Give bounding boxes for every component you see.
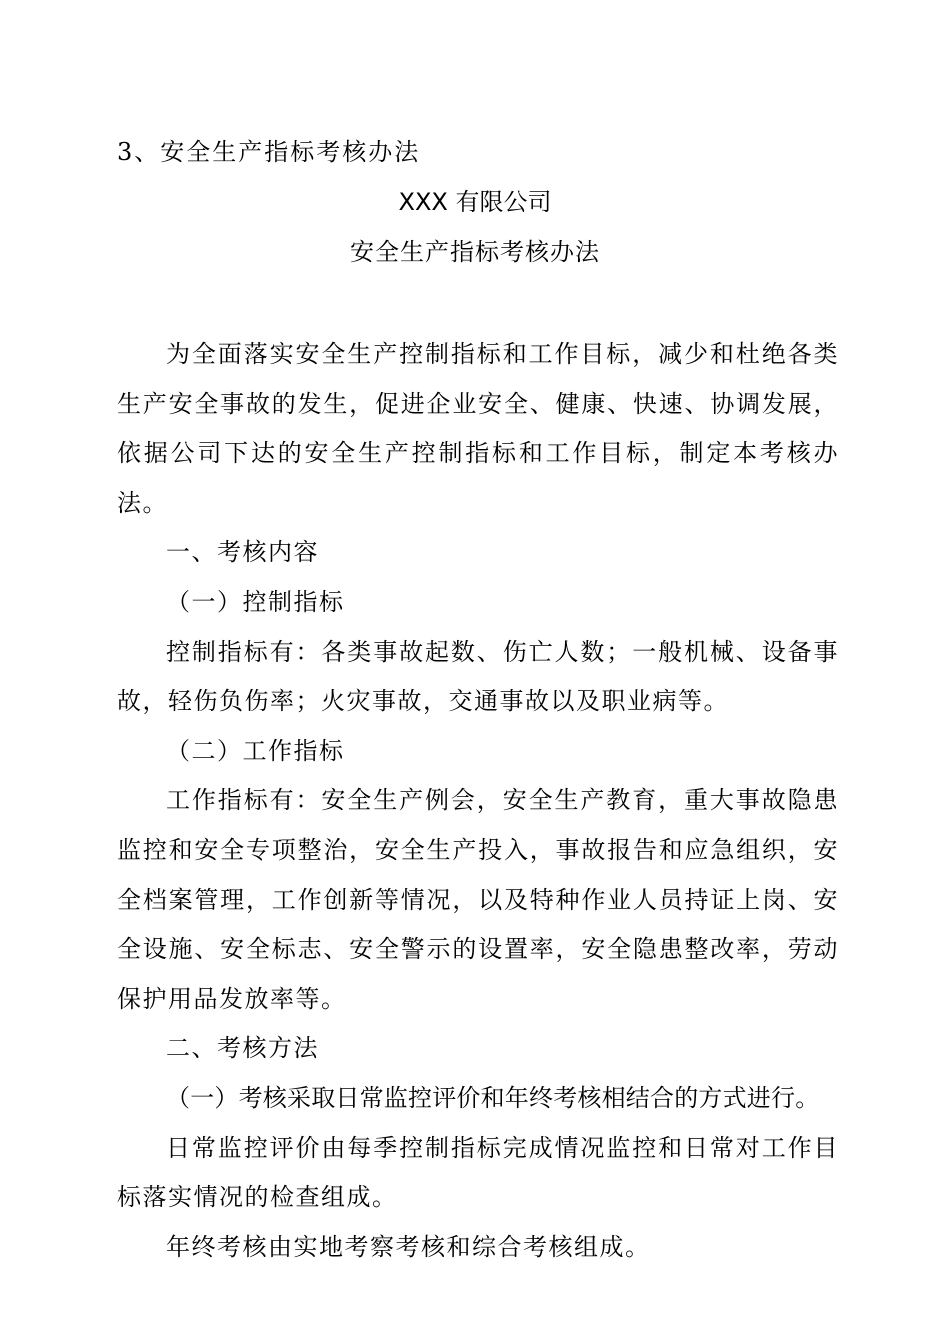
document-body: [117, 330, 839, 1272]
document-title: 安全生产指标考核办法: [350, 238, 600, 266]
company-name: XXX 有限公司: [398, 188, 552, 216]
heading-assessment-content: 一、考核内容: [166, 538, 319, 567]
method-paragraph-2: 日常监控评价由每季控制指标完成情况监控和日常对工作目标落实情况的检查组成。: [117, 1133, 839, 1212]
subheading-control-indicators: （一）控制指标: [166, 587, 345, 616]
heading-assessment-method: 二、考核方法: [166, 1034, 319, 1063]
subheading-work-indicators: （二）工作指标: [166, 736, 345, 765]
method-paragraph-3: 年终考核由实地考察考核和综合考核组成。: [166, 1232, 651, 1261]
work-indicators-paragraph: 工作指标有：安全生产例会，安全生产教育，重大事故隐患监控和安全专项整治，安全生产投入，事故报告和应急组织，安全档案管理，工作创新等情况，以及特种作业人员持证上岗、安全设施、安全标志、安全警示的设置率，安全隐患整改率，劳动保护用品发放率等。: [117, 786, 839, 1013]
control-indicators-paragraph: 控制指标有：各类事故起数、伤亡人数；一般机械、设备事故，轻伤负伤率；火灾事故，交通事故以及职业病等。: [117, 637, 839, 716]
method-paragraph-1: （一）考核采取日常监控评价和年终考核相结合的方式进行。: [166, 1083, 820, 1112]
section-heading: 3、安全生产指标考核办法: [117, 138, 421, 166]
intro-paragraph: 为全面落实安全生产控制指标和工作目标，减少和杜绝各类生产安全事故的发生，促进企业安全、健康、快速、协调发展，依据公司下达的安全生产控制指标和工作目标，制定本考核办法。: [117, 340, 839, 517]
